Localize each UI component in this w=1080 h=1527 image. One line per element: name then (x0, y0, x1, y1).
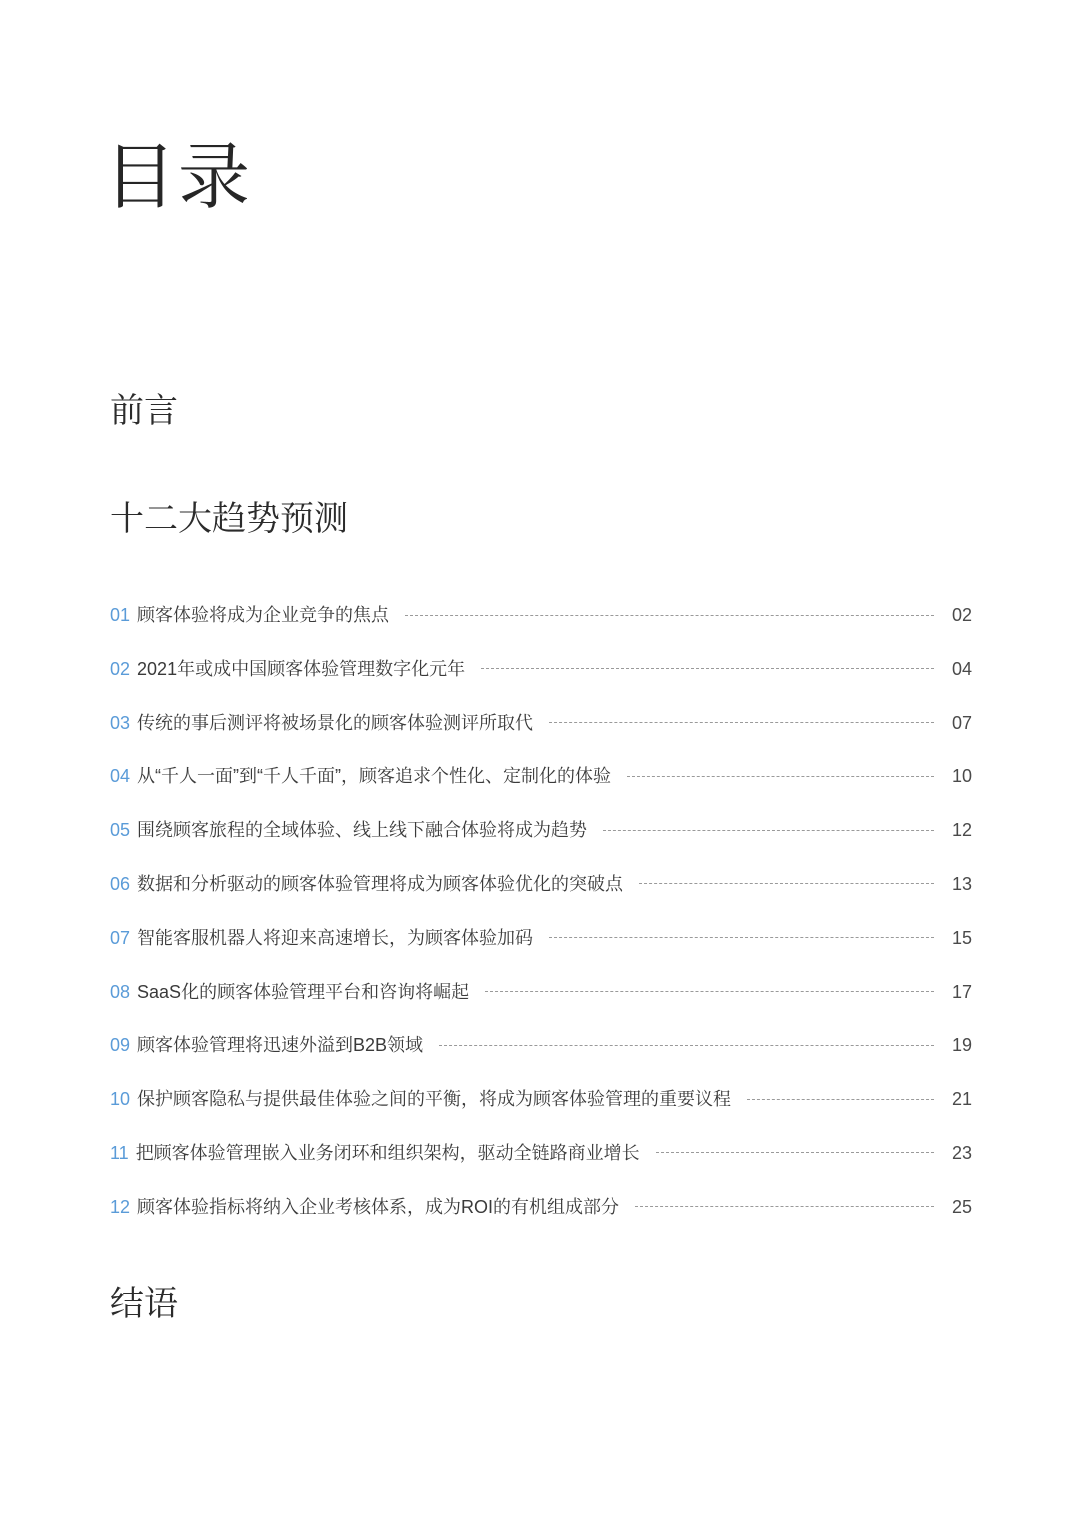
toc-number: 06 (110, 873, 131, 894)
toc-page-number: 10 (951, 766, 972, 787)
toc-title: 保护顾客隐私与提供最佳体验之间的平衡，将成为顾客体验管理的重要议程 (137, 1089, 732, 1110)
toc-entry-03[interactable] (110, 708, 972, 738)
dotted-leader (639, 883, 934, 884)
toc-title: 顾客体验管理将迅速外溢到B2B领域 (137, 1035, 424, 1056)
dotted-leader (549, 937, 934, 938)
toc-number: 08 (110, 981, 131, 1002)
toc-page-number: 04 (951, 658, 972, 679)
toc-title: 把顾客体验管理嵌入业务闭环和组织架构，驱动全链路商业增长 (135, 1142, 640, 1163)
toc-page-number: 25 (951, 1196, 972, 1217)
dotted-leader (603, 830, 934, 831)
section-preface[interactable]: 前言 (110, 392, 178, 430)
dotted-leader (656, 1152, 934, 1153)
toc-title: 数据和分析驱动的顾客体验管理将成为顾客体验优化的突破点 (137, 873, 624, 894)
toc-page-number: 15 (951, 927, 972, 948)
toc-entry-12[interactable] (110, 1192, 972, 1222)
toc-page-number: 21 (951, 1089, 972, 1110)
toc-number: 03 (110, 712, 131, 733)
toc-entry-04[interactable] (110, 761, 972, 791)
toc-number: 10 (110, 1089, 131, 1110)
toc-number: 07 (110, 927, 131, 948)
toc-page-number: 02 (951, 605, 972, 625)
toc-title: 围绕顾客旅程的全域体验、线上线下融合体验将成为趋势 (137, 820, 588, 841)
toc-entry-01[interactable] (110, 600, 972, 630)
toc-title: 顾客体验指标将纳入企业考核体系，成为ROI的有机组成部分 (137, 1196, 620, 1217)
dotted-leader (439, 1045, 934, 1046)
toc-entry-09[interactable] (110, 1030, 972, 1060)
page-title: 目录 (104, 138, 253, 218)
toc-title: 从“千人一面”到“千人千面”，顾客追求个性化、定制化的体验 (137, 766, 612, 787)
dotted-leader (485, 991, 934, 992)
toc-list (110, 600, 972, 1246)
dotted-leader (549, 722, 934, 723)
toc-title: 智能客服机器人将迎来高速增长，为顾客体验加码 (137, 927, 534, 948)
dotted-leader (747, 1099, 934, 1100)
toc-page-number: 07 (951, 712, 972, 733)
toc-title: SaaS化的顾客体验管理平台和咨询将崛起 (137, 981, 470, 1002)
toc-entry-02[interactable] (110, 654, 972, 684)
toc-entry-10[interactable] (110, 1084, 972, 1114)
toc-entry-11[interactable] (110, 1138, 972, 1168)
toc-title: 传统的事后测评将被场景化的顾客体验测评所取代 (137, 712, 534, 733)
toc-number: 09 (110, 1035, 131, 1056)
toc-page-number: 19 (951, 1035, 972, 1056)
toc-entry-07[interactable] (110, 923, 972, 953)
dotted-leader (627, 776, 934, 777)
dotted-leader (481, 668, 934, 669)
toc-entry-08[interactable] (110, 977, 972, 1007)
toc-number: 11 (110, 1142, 129, 1163)
toc-number: 05 (110, 820, 131, 841)
section-conclusion[interactable]: 结语 (110, 1285, 178, 1323)
toc-entry-05[interactable] (110, 815, 972, 845)
toc-number: 01 (110, 605, 131, 625)
toc-number: 02 (110, 658, 131, 679)
toc-page-number: 17 (951, 981, 972, 1002)
toc-number: 04 (110, 766, 131, 787)
toc-page-number: 13 (951, 873, 972, 894)
toc-title: 2021年或成中国顾客体验管理数字化元年 (137, 658, 466, 679)
toc-number: 12 (110, 1196, 131, 1217)
toc-entry-06[interactable] (110, 869, 972, 899)
toc-page-number: 12 (951, 820, 972, 841)
dotted-leader (405, 615, 934, 616)
dotted-leader (635, 1206, 934, 1207)
toc-page-number: 23 (951, 1142, 972, 1163)
section-trends[interactable]: 十二大趋势预测 (110, 500, 348, 538)
toc-title: 顾客体验将成为企业竞争的焦点 (137, 605, 390, 625)
